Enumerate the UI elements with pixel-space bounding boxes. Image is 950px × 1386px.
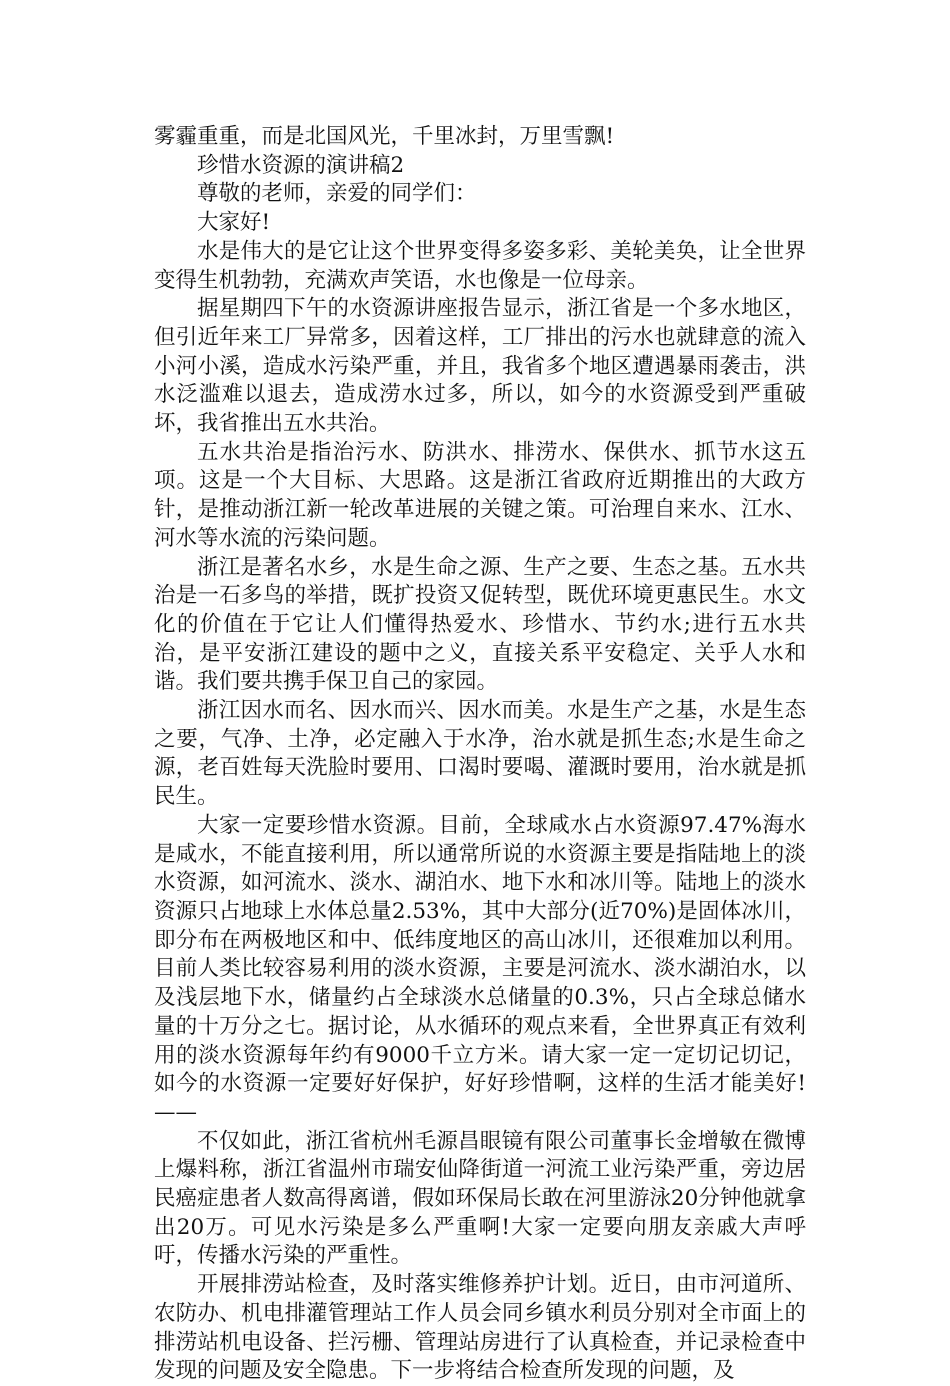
- paragraph: 开展排涝站检查，及时落实维修养护计划。近日，由市河道所、农防办、机电排灌管理站工作人员会同乡镇水利员分别对全市面上的排涝站机电设备、拦污栅、管理站房进行了认真检查，并记录检查中发现的问题及安全隐患。下一步将结合检查所发现的问题，及: [154, 1272, 806, 1384]
- speech-title: 珍惜水资源的演讲稿2: [197, 152, 405, 178]
- paragraph: 浙江是著名水乡，水是生命之源、生产之要、生态之基。五水共治是一石多鸟的举措，既扩投资又促转型，既优环境更惠民生。水文化的价值在于它让人们懂得热爱水、珍惜水、节约水;进行五水共治，是平安浙江建设的题中之义，直接关系平安稳定、关乎人水和谐。我们要共携手保卫自己的家园。: [154, 554, 806, 695]
- paragraph: 水是伟大的是它让这个世界变得多姿多彩、美轮美奂，让全世界变得生机勃勃，充满欢声笑语，水也像是一位母亲。: [154, 238, 806, 293]
- paragraph: 大家一定要珍惜水资源。目前，全球咸水占水资源97.47%海水是咸水，不能直接利用，所以通常所说的水资源主要是指陆地上的淡水资源，如河流水、淡水、湖泊水、地下水和冰川等。陆地上的淡水资源只占地球上水体总量2.53%，其中大部分(近70%)是固体冰川，即分布在两极地区和中、低纬度地区的高山冰川，还很难加以利用。目前人类比较容易利用的淡水资源，主要是河流水、淡水湖泊水，以及浅层地下水，储量约占全球淡水总储量的0.3%，只占全球总储水量的十万分之七。据讨论，从水循环的观点来看，全世界真正有效利用的淡水资源每年约有9000千立方米。请大家一定一定切记切记，如今的水资源一定要好好保护，好好珍惜啊，这样的生活才能美好!——: [154, 812, 806, 1125]
- paragraph: 五水共治是指治污水、防洪水、排涝水、保供水、抓节水这五项。这是一个大目标、大思路。这是浙江省政府近期推出的大政方针，是推动浙江新一轮改革进展的关键之策。可治理自来水、江水、河水等水流的污染问题。: [154, 439, 806, 551]
- speech-text-body: [154, 123, 806, 1386]
- salutation: 尊敬的老师，亲爱的同学们：: [197, 181, 477, 207]
- paragraph: 浙江因水而名、因水而兴、因水而美。水是生产之基，水是生态之要，气净、土净，必定融入于水净，治水就是抓生态;水是生命之源，老百姓每天洗脸时要用、口渴时要喝、灌溉时要用，治水就是抓民生。: [154, 698, 806, 810]
- paragraph: 不仅如此，浙江省杭州毛源昌眼镜有限公司董事长金增敏在微博上爆料称，浙江省温州市瑞安仙降街道一河流工业污染严重，旁边居民癌症患者人数高得离谱，假如环保局长敢在河里游泳20分钟他就拿出20万。可见水污染是多么严重啊!大家一定要向朋友亲戚大声呼吁，传播水污染的严重性。: [154, 1128, 806, 1269]
- paragraph: 雾霾重重，而是北国风光，千里冰封，万里雪飘!: [154, 124, 615, 149]
- greeting: 大家好!: [197, 210, 271, 236]
- paragraph: 据星期四下午的水资源讲座报告显示，浙江省是一个多水地区，但引近年来工厂异常多，因着这样，工厂排出的污水也就肆意的流入小河小溪，造成水污染严重，并且，我省多个地区遭遇暴雨袭击，洪水泛滥难以退去，造成涝水过多，所以，如今的水资源受到严重破坏，我省推出五水共治。: [154, 296, 806, 437]
